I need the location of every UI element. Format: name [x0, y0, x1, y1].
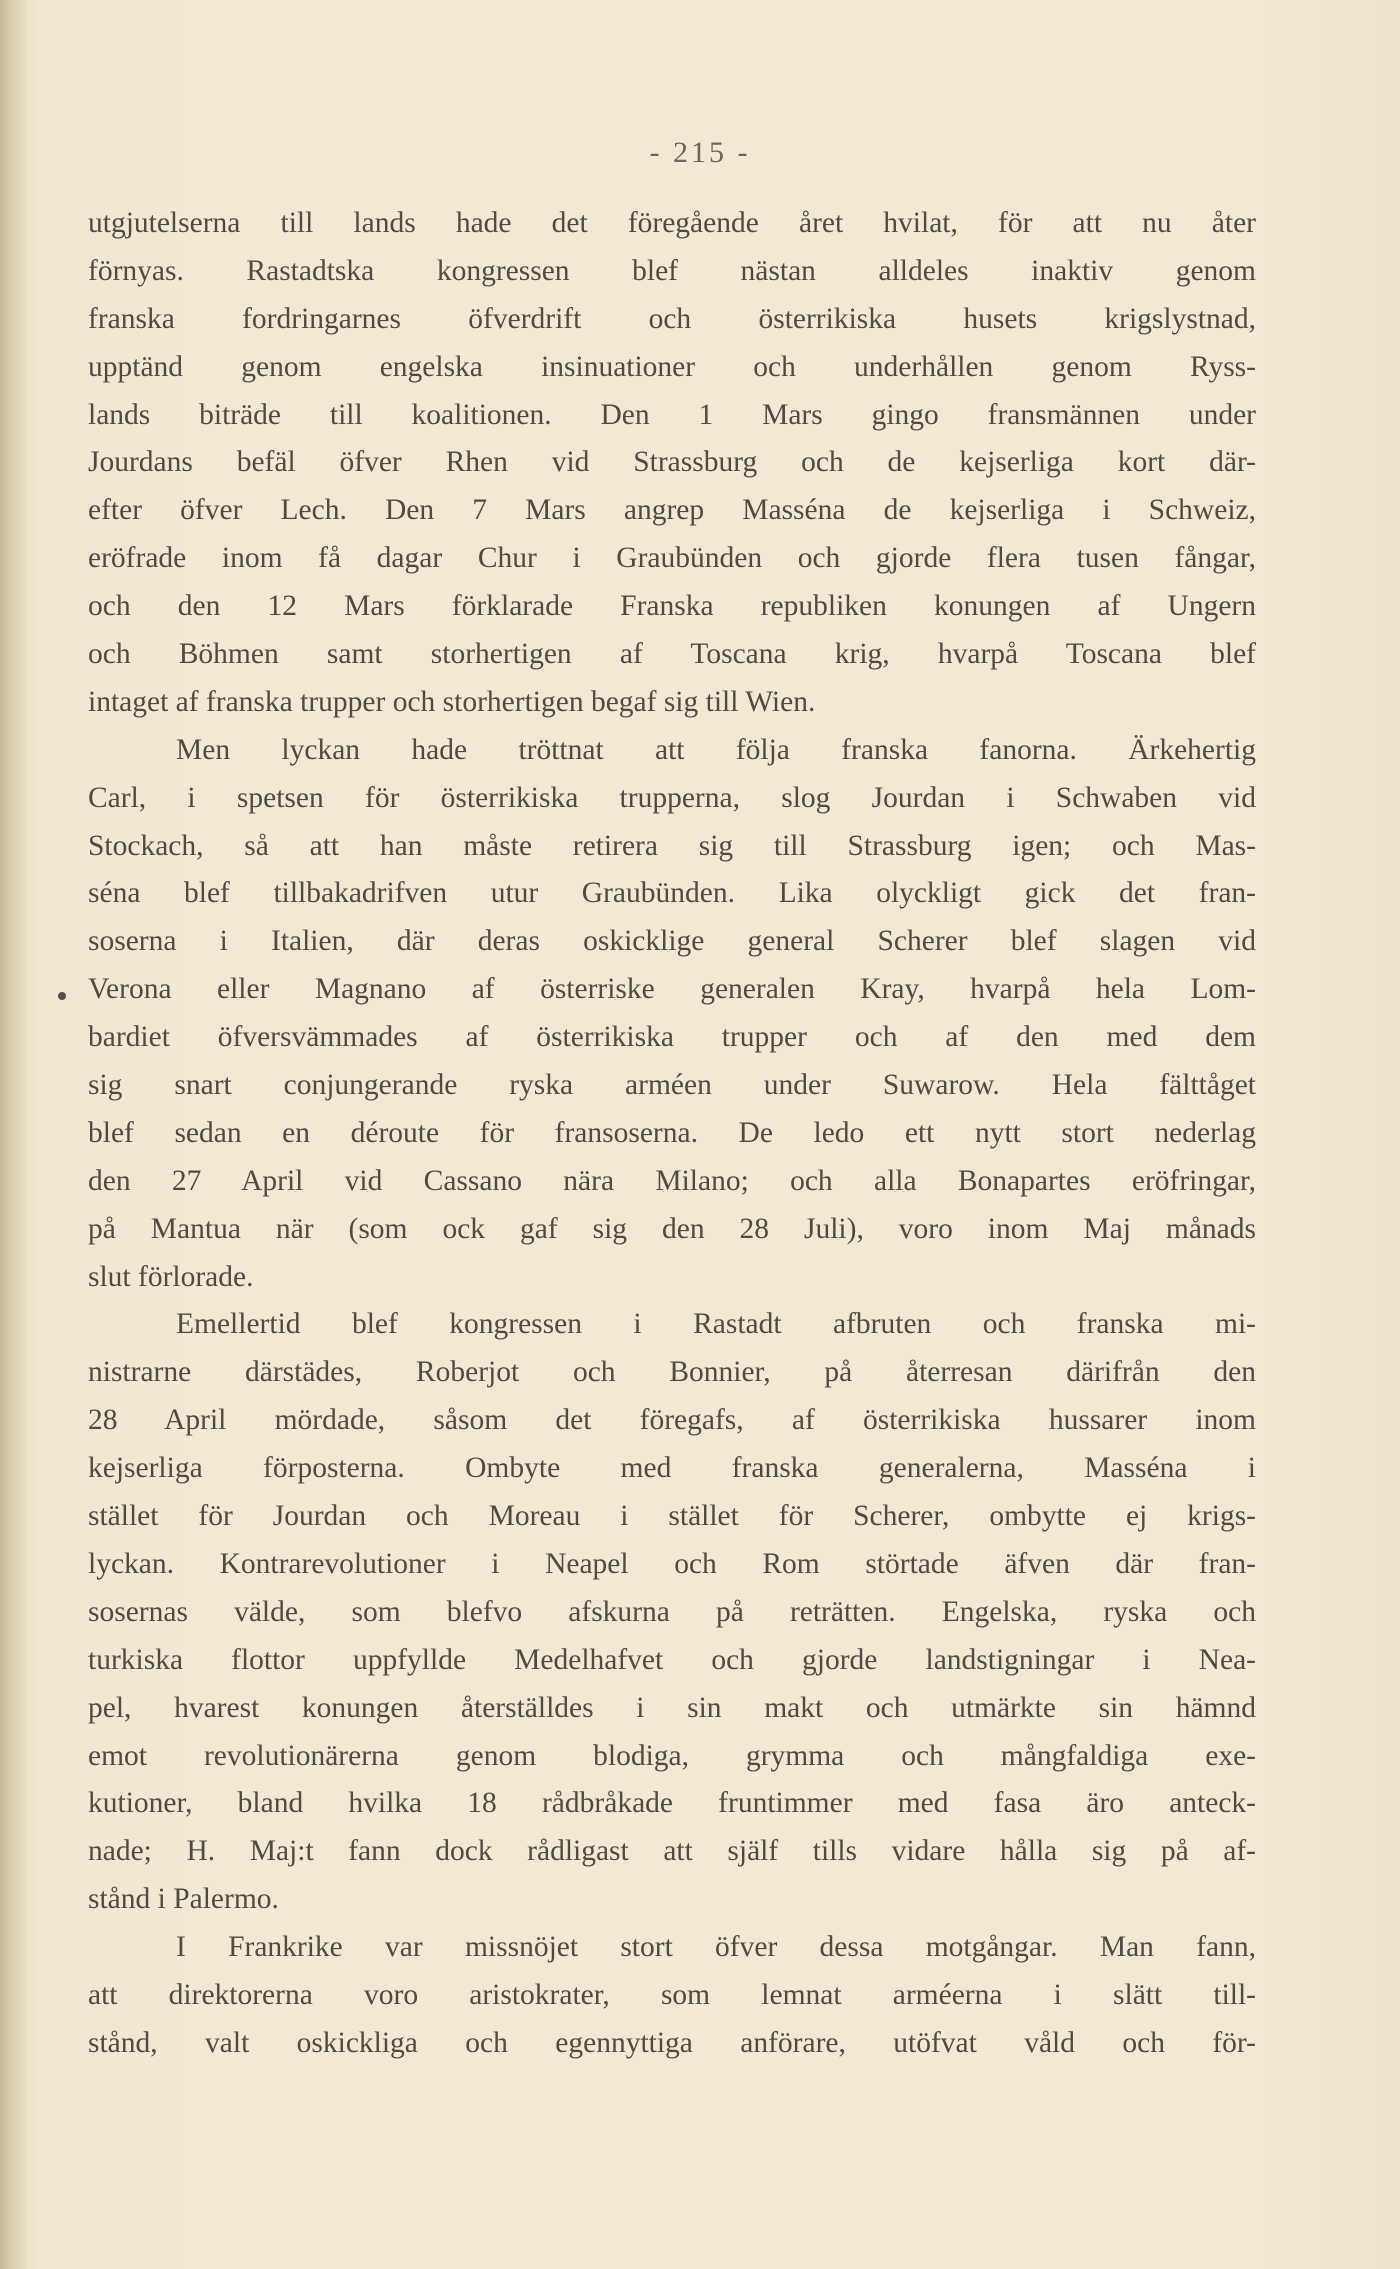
text-line: och Böhmen samt storhertigen af Toscana krig, hvarpå Toscana blef: [88, 638, 1256, 671]
text-line: Stockach, så att han måste retirera sig till Strassburg igen; och Mas-: [88, 829, 1256, 862]
text-line: stället för Jourdan och Moreau i stället för Scherer, ombytte ej krigs-: [88, 1500, 1256, 1533]
text-line: Verona eller Magnano af österriske generalen Kray, hvarpå hela Lom-: [88, 973, 1256, 1006]
text-line: turkiska flottor uppfyllde Medelhafvet och gjorde landstigningar i Nea-: [88, 1643, 1256, 1676]
text-line: att direktorerna voro aristokrater, som lemnat arméerna i slätt till-: [88, 1978, 1256, 2011]
text-line: nistrarne därstädes, Roberjot och Bonnier, på återresan därifrån den: [88, 1356, 1256, 1389]
text-line: utgjutelserna till lands hade det föregående året hvilat, för att nu åter: [88, 207, 1256, 239]
text-line: slut förlorade.: [88, 1260, 254, 1293]
text-line: eröfrade inom få dagar Chur i Graubünden och gjorde flera tusen fångar,: [88, 542, 1256, 575]
text-line: Jourdans befäl öfver Rhen vid Strassburg och de kejserliga kort där-: [88, 446, 1256, 479]
text-line: pel, hvarest konungen återställdes i sin makt och utmärkte sin hämnd: [88, 1691, 1256, 1724]
text-line: blef sedan en déroute för fransoserna. De ledo ett nytt stort nederlag: [88, 1116, 1256, 1149]
text-line: sig snart conjungerande ryska arméen under Suwarow. Hela fälttåget: [88, 1069, 1256, 1102]
text-line: nade; H. Maj:t fann dock rådligast att själf tills vidare hålla sig på af-: [88, 1835, 1256, 1868]
text-line: Carl, i spetsen för österrikiska trupperna, slog Jourdan i Schwaben vid: [88, 781, 1256, 814]
text-line: stånd i Palermo.: [88, 1883, 279, 1916]
text-line: 28 April mördade, såsom det föregafs, af österrikiska hussarer inom: [88, 1404, 1256, 1437]
text-line: Men lyckan hade tröttnat att följa franska fanorna. Ärkehertig: [176, 733, 1256, 766]
text-line: intaget af franska trupper och storhertigen begaf sig till Wien.: [88, 685, 816, 718]
page-gutter-shadow: [0, 0, 26, 2269]
text-line: kejserliga förposterna. Ombyte med franska generalerna, Masséna i: [88, 1452, 1256, 1485]
text-line: soserna i Italien, där deras oskicklige general Scherer blef slagen vid: [88, 925, 1256, 958]
text-line: séna blef tillbakadrifven utur Graubünden. Lika olyckligt gick det fran-: [88, 877, 1256, 910]
text-line: upptänd genom engelska insinuationer och underhållen genom Ryss-: [88, 350, 1256, 383]
text-line: stånd, valt oskickliga och egennyttiga anförare, utöfvat våld och för-: [88, 2026, 1256, 2059]
page-number: - 215 -: [649, 136, 751, 169]
text-line: lyckan. Kontrarevolutioner i Neapel och Rom störtade äfven där fran-: [88, 1547, 1256, 1580]
text-line: efter öfver Lech. Den 7 Mars angrep Masséna de kejserliga i Schweiz,: [88, 494, 1256, 527]
body-text: [88, 200, 1256, 2068]
text-line: och den 12 Mars förklarade Franska republiken konungen af Ungern: [88, 590, 1256, 623]
text-line: sosernas välde, som blefvo afskurna på reträtten. Engelska, ryska och: [88, 1595, 1256, 1628]
text-line: I Frankrike var missnöjet stort öfver dessa motgångar. Man fann,: [176, 1931, 1256, 1964]
text-line: bardiet öfversvämmades af österrikiska trupper och af den med dem: [88, 1021, 1256, 1054]
text-line: franska fordringarnes öfverdrift och österrikiska husets krigslystnad,: [88, 302, 1256, 335]
text-line: förnyas. Rastadtska kongressen blef nästan alldeles inaktiv genom: [88, 254, 1256, 287]
text-line: Emellertid blef kongressen i Rastadt afbruten och franska mi-: [176, 1308, 1256, 1341]
text-line: lands biträde till koalitionen. Den 1 Mars gingo fransmännen under: [88, 398, 1256, 431]
text-line: kutioner, bland hvilka 18 rådbråkade fruntimmer med fasa äro anteck-: [88, 1787, 1256, 1820]
margin-mark: [58, 992, 66, 1000]
text-line: den 27 April vid Cassano nära Milano; och alla Bonapartes eröfringar,: [88, 1164, 1256, 1197]
text-line: på Mantua när (som ock gaf sig den 28 Juli), voro inom Maj månads: [88, 1212, 1256, 1245]
text-line: emot revolutionärerna genom blodiga, grymma och mångfaldiga exe-: [88, 1739, 1256, 1772]
